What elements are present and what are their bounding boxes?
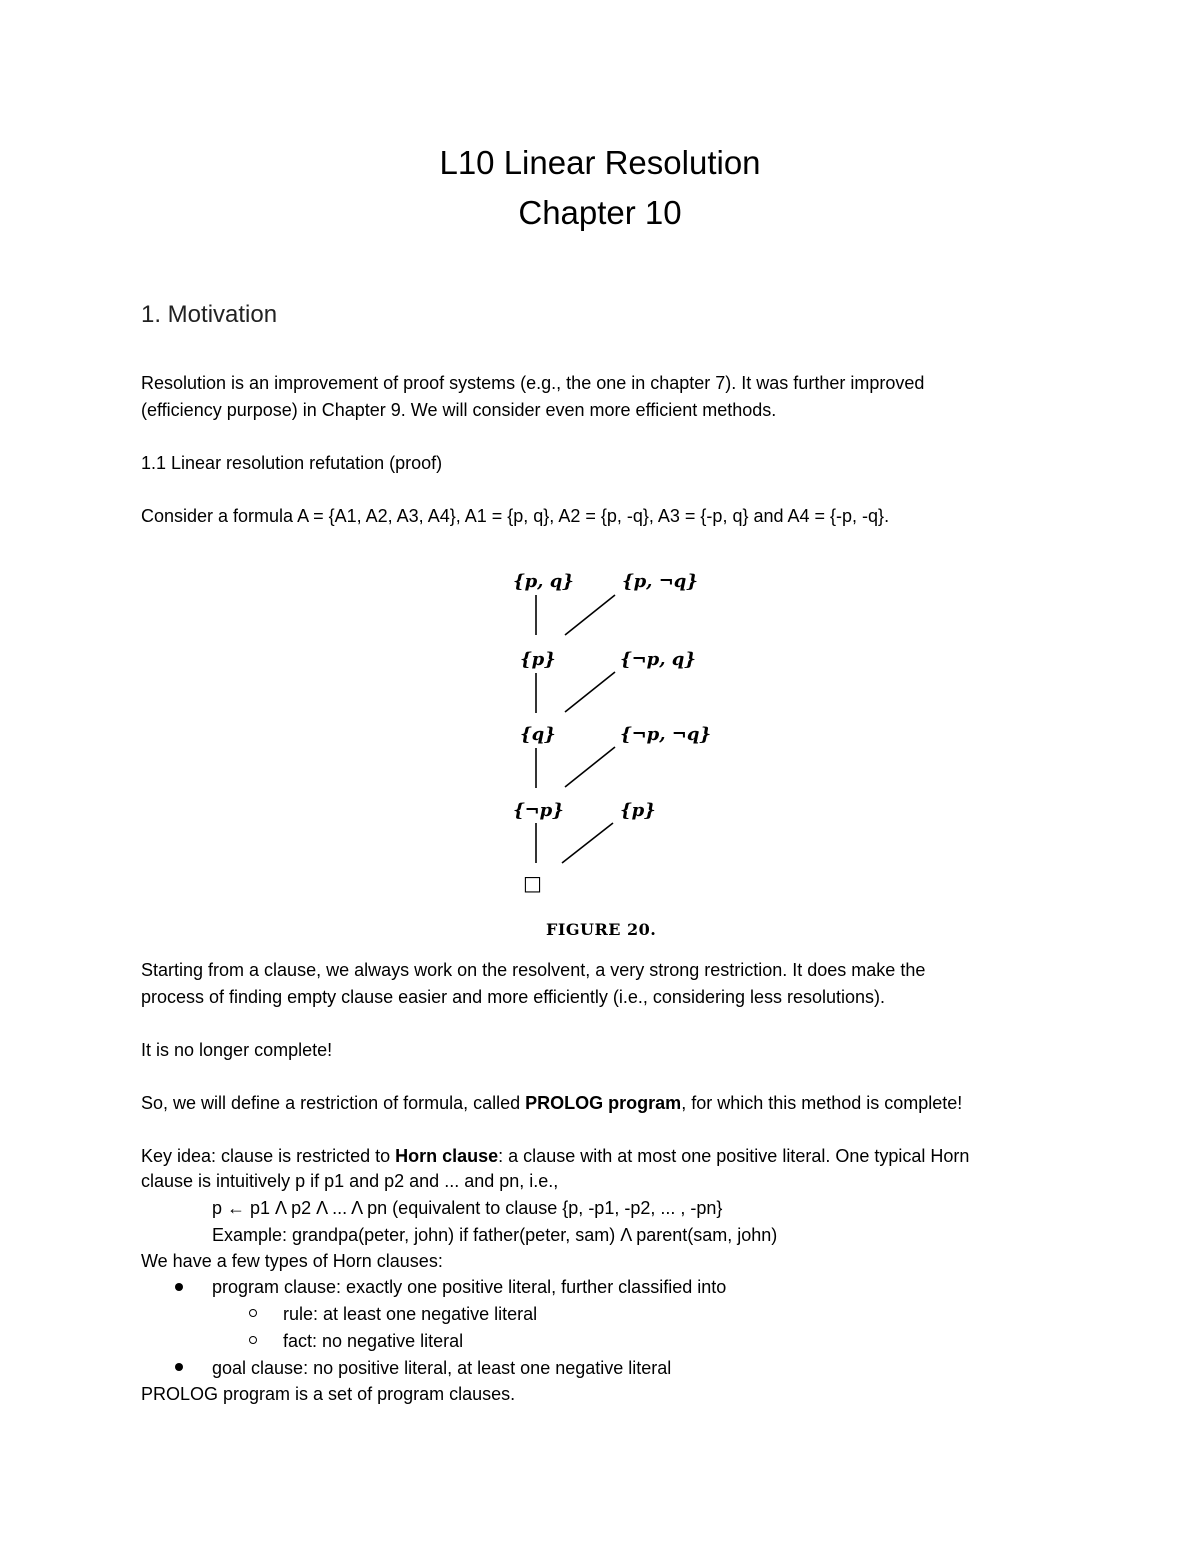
text-span: : a clause with at most one positive literal. One typical Horn — [498, 1146, 970, 1166]
formula-line: p ← p1 Λ p2 Λ ... Λ pn (equivalent to clause {p, -p1, -p2, ... , -pn} — [212, 1198, 723, 1218]
paragraph-line: PROLOG program is a set of program clauses. — [141, 1384, 516, 1404]
list-item: fact: no negative literal — [283, 1331, 464, 1351]
bullet-icon — [175, 1363, 183, 1371]
paragraph-line: Starting from a clause, we always work on the resolvent, a very strong restriction. It does make the — [141, 960, 926, 980]
paragraph-line: process of finding empty clause easier and more efficiently (i.e., considering less resolutions). — [141, 987, 886, 1007]
example-line: Example: grandpa(peter, john) if father(peter, sam) Λ parent(sam, john) — [212, 1225, 778, 1245]
figure-caption: FIGURE 20. — [546, 920, 657, 939]
circle-bullet-icon — [249, 1336, 257, 1344]
diagonal-edge — [562, 823, 613, 863]
left-clause: {p} — [520, 649, 556, 670]
left-clause: {¬p} — [513, 800, 564, 821]
diagonal-edge — [565, 672, 615, 712]
formula-definition: Consider a formula A = {A1, A2, A3, A4}, A1 = {p, q}, A2 = {p, -q}, A3 = {-p, q} and A4 = {-p, -q}. — [141, 506, 890, 526]
text-span: So, we will define a restriction of formula, called — [141, 1093, 526, 1113]
circle-bullet-icon — [249, 1309, 257, 1317]
paragraph-line: It is no longer complete! — [141, 1040, 333, 1060]
bullet-icon — [175, 1283, 183, 1291]
document-title: L10 Linear Resolution — [439, 144, 761, 181]
diagonal-edge — [565, 747, 615, 787]
list-item: program clause: exactly one positive literal, further classified into — [212, 1277, 727, 1297]
paragraph-line: We have a few types of Horn clauses: — [141, 1251, 443, 1271]
paragraph-line — [141, 1090, 962, 1117]
bold-term: PROLOG program — [525, 1093, 682, 1113]
paragraph-line — [141, 1143, 969, 1170]
right-clause: {¬p, q} — [620, 649, 696, 670]
right-clause: {p, ¬q} — [622, 571, 698, 592]
resolution-tree-figure — [480, 555, 740, 945]
text-span: Key idea: clause is restricted to — [141, 1146, 396, 1166]
text-span: , for which this method is complete! — [681, 1093, 963, 1113]
paragraph-line: Resolution is an improvement of proof systems (e.g., the one in chapter 7). It was further improved — [141, 373, 925, 393]
paragraph-line: (efficiency purpose) in Chapter 9. We will consider even more efficient methods. — [141, 400, 777, 420]
bold-term: Horn clause — [395, 1146, 499, 1166]
diagonal-edge — [565, 595, 615, 635]
paragraph-line: clause is intuitively p if p1 and p2 and ... and pn, i.e., — [141, 1171, 559, 1191]
list-item: goal clause: no positive literal, at least one negative literal — [212, 1358, 672, 1378]
left-clause: {q} — [520, 724, 556, 745]
left-clause: {p, q} — [513, 571, 574, 592]
subsection-heading: 1.1 Linear resolution refutation (proof) — [141, 453, 443, 473]
right-clause: {¬p, ¬q} — [620, 724, 712, 745]
empty-clause-symbol: □ — [523, 871, 542, 895]
document-subtitle: Chapter 10 — [518, 194, 682, 231]
right-clause: {p} — [620, 800, 656, 821]
list-item: rule: at least one negative literal — [283, 1304, 538, 1324]
section-heading: 1. Motivation — [141, 301, 278, 328]
